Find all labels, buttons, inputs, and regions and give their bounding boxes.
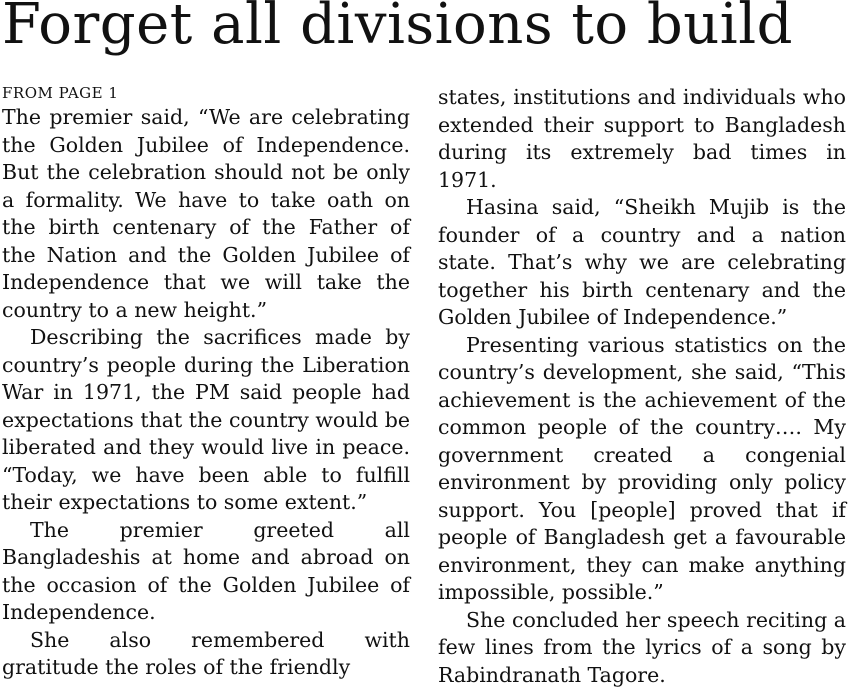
paragraph: The premier greeted all Bangladeshis at home and abroad on the occasion of the Golden Jubilee of Independence. [2, 517, 410, 624]
continued-from-label: FROM PAGE 1 [2, 84, 119, 102]
paragraph: She concluded her speech reciting a few lines from the lyrics of a song by Rabindranath Tagore. [438, 607, 846, 687]
article-column-right [438, 84, 846, 689]
paragraph: The premier said, “We are celebrating the Golden Jubilee of Independence. But the celebration should not be only a formality. We have to take oath on the birth centenary of the Father of the Nation and the Golden Jubilee of Independence that we will take the country to a new height.” [2, 105, 410, 322]
headline: Forget all divisions to build [2, 0, 793, 57]
paragraph: Presenting various statistics on the country’s development, she said, “This achievement is the achievement of the common people of the country…. My government created a congenial environment by providing only policy support. You [people] proved that if people of Bangladesh get a favourable environment, they can make anything impossible, possible.” [438, 332, 846, 604]
paragraph: Hasina said, “Sheikh Mujib is the founder of a country and a nation state. That’s why we are celebrating together his birth centenary and the Golden Jubilee of Independence.” [438, 195, 846, 329]
paragraph: Describing the sacrifices made by country’s people during the Liberation War in 1971, the PM said people had expectations that the country would be liberated and they would live in peace. “Today, we have been able to fulfill their expectations to some extent.” [2, 325, 410, 514]
article-column-left [2, 82, 410, 682]
paragraph: She also remembered with gratitude the roles of the friendly [2, 627, 410, 679]
paragraph: states, institutions and individuals who extended their support to Bangladesh during its extremely bad times in 1971. [438, 85, 846, 192]
